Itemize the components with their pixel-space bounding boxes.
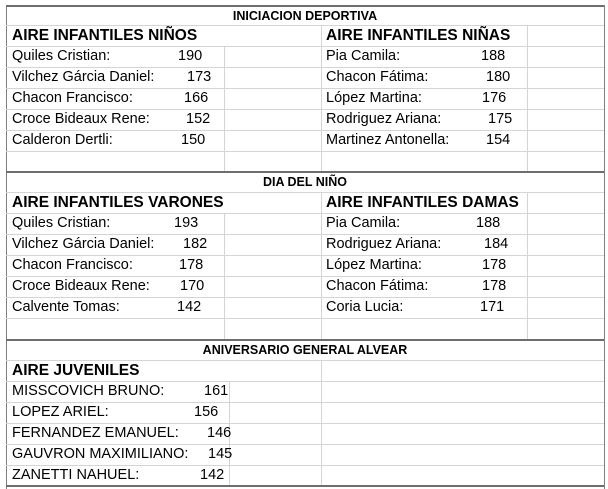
player-name: López Martina: — [326, 90, 422, 106]
player-score: 145 — [208, 446, 233, 462]
column-gridline — [527, 25, 528, 171]
player-score: 152 — [186, 111, 211, 127]
player-score: 175 — [488, 111, 513, 127]
row-gridline — [6, 318, 604, 319]
player-score: 161 — [204, 383, 229, 399]
player-score: 182 — [183, 236, 208, 252]
player-name: Quiles Cristian: — [12, 215, 111, 231]
player-score: 170 — [180, 278, 205, 294]
player-name: Quiles Cristian: — [12, 48, 111, 64]
player-score: 146 — [207, 425, 232, 441]
player-name: Pia Camila: — [326, 215, 401, 231]
player-score: 173 — [187, 69, 212, 85]
player-name: Martinez Antonella: — [326, 132, 450, 148]
player-score: 176 — [482, 90, 507, 106]
player-score: 142 — [177, 299, 202, 315]
player-name: Chacon Francisco: — [12, 90, 133, 106]
player-name: Pia Camila: — [326, 48, 401, 64]
player-name: Calvente Tomas: — [12, 299, 120, 315]
group-heading: AIRE INFANTILES VARONES — [12, 194, 224, 211]
player-name: Rodriguez Ariana: — [326, 236, 442, 252]
column-gridline — [527, 192, 528, 339]
player-score: 178 — [482, 257, 507, 273]
player-name: Chacon Fátima: — [326, 278, 429, 294]
column-gridline — [321, 25, 322, 171]
column-gridline — [321, 192, 322, 339]
player-score: 178 — [482, 278, 507, 294]
player-name: ZANETTI NAHUEL: — [12, 467, 140, 483]
player-name: FERNANDEZ EMANUEL: — [12, 425, 179, 441]
group-heading: AIRE INFANTILES DAMAS — [326, 194, 519, 211]
group-heading: AIRE INFANTILES NIÑOS — [12, 27, 198, 44]
column-gridline — [224, 213, 225, 339]
row-gridline — [6, 151, 604, 152]
player-score: 154 — [486, 132, 511, 148]
column-gridline — [321, 360, 322, 485]
player-score: 180 — [486, 69, 511, 85]
player-score: 156 — [194, 404, 219, 420]
player-name: Vilchez Gárcia Daniel: — [12, 69, 155, 85]
player-name: Calderon Dertli: — [12, 132, 113, 148]
player-name: Croce Bideaux Rene: — [12, 278, 150, 294]
player-name: López Martina: — [326, 257, 422, 273]
player-name: Croce Bideaux Rene: — [12, 111, 150, 127]
player-score: 171 — [480, 299, 505, 315]
section-title: INICIACION DEPORTIVA — [232, 9, 378, 23]
player-name: MISSCOVICH BRUNO: — [12, 383, 165, 399]
player-name: GAUVRON MAXIMILIANO: — [12, 446, 189, 462]
player-name: Chacon Francisco: — [12, 257, 133, 273]
player-name: LOPEZ ARIEL: — [12, 404, 109, 420]
player-name: Rodriguez Ariana: — [326, 111, 442, 127]
player-score: 150 — [181, 132, 206, 148]
player-score: 190 — [178, 48, 203, 64]
player-score: 193 — [174, 215, 199, 231]
section-title: ANIVERSARIO GENERAL ALVEAR — [202, 343, 408, 357]
player-score: 188 — [481, 48, 506, 64]
group-heading: AIRE INFANTILES NIÑAS — [326, 27, 511, 44]
player-name: Vilchez Gárcia Daniel: — [12, 236, 155, 252]
player-score: 188 — [476, 215, 501, 231]
player-name: Chacon Fátima: — [326, 69, 429, 85]
player-score: 142 — [200, 467, 225, 483]
group-heading: AIRE JUVENILES — [12, 362, 140, 379]
section-title: DIA DEL NIÑO — [262, 175, 348, 189]
player-name: Coria Lucia: — [326, 299, 404, 315]
column-gridline — [224, 46, 225, 171]
player-score: 184 — [484, 236, 509, 252]
player-score: 178 — [179, 257, 204, 273]
player-score: 166 — [184, 90, 209, 106]
